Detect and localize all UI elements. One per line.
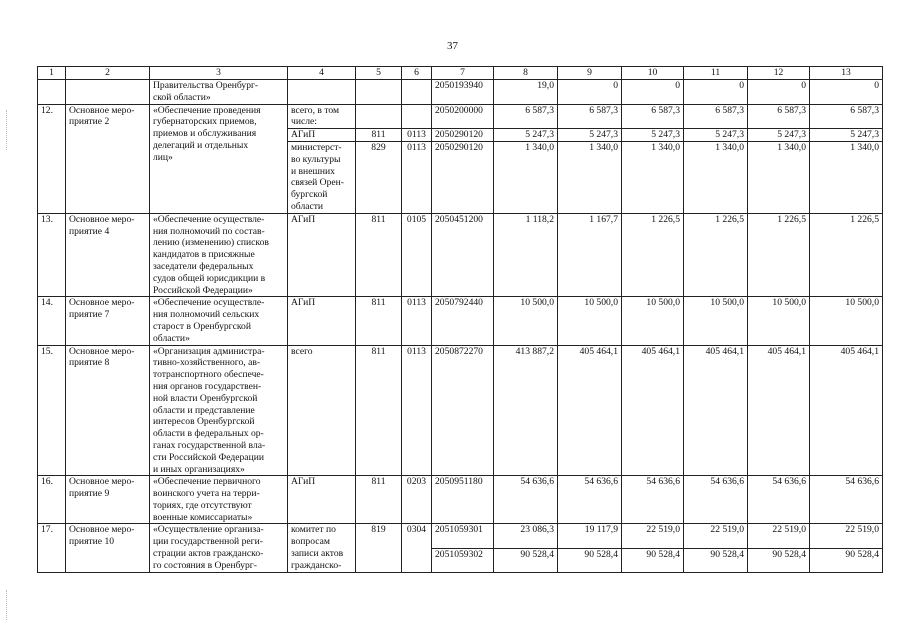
amount: 405 464,1 <box>558 345 622 476</box>
amount: 22 519,0 <box>748 524 810 548</box>
grbs-code <box>356 104 402 129</box>
amount: 6 587,3 <box>810 104 883 129</box>
amount: 54 636,6 <box>622 476 684 524</box>
column-number: 8 <box>494 67 558 80</box>
section-code: 0113 <box>402 297 432 345</box>
column-number: 10 <box>622 67 684 80</box>
amount: 6 587,3 <box>684 104 748 129</box>
section-code: 0113 <box>402 345 432 476</box>
amount: 1 226,5 <box>810 213 883 297</box>
measure-name: «Обеспечение осуществле- ния полномочий по состав- лению (изменению) списков кандидатов в присяжные заседатели федеральных судов общей юрисдикции в Российской Федерации» <box>150 213 288 297</box>
section-code: 0113 <box>402 129 432 142</box>
amount: 22 519,0 <box>622 524 684 548</box>
grbs-code: 819 <box>356 524 402 572</box>
row-number: 16. <box>38 476 66 524</box>
amount: 1 340,0 <box>494 141 558 213</box>
amount: 1 340,0 <box>748 141 810 213</box>
row-number <box>38 80 66 105</box>
amount: 90 528,4 <box>810 548 883 572</box>
executor: АГиП <box>288 213 356 297</box>
column-number: 1 <box>38 67 66 80</box>
row-number: 15. <box>38 345 66 476</box>
amount: 405 464,1 <box>684 345 748 476</box>
amount: 1 118,2 <box>494 213 558 297</box>
table-row <box>38 476 883 524</box>
amount: 0 <box>810 80 883 105</box>
amount: 0 <box>748 80 810 105</box>
amount: 10 500,0 <box>748 297 810 345</box>
target-article-code: 2050792440 <box>432 297 494 345</box>
executor: АГиП <box>288 476 356 524</box>
amount: 1 226,5 <box>748 213 810 297</box>
amount: 54 636,6 <box>494 476 558 524</box>
amount: 405 464,1 <box>810 345 883 476</box>
amount: 0 <box>622 80 684 105</box>
target-article-code: 2050872270 <box>432 345 494 476</box>
column-number: 13 <box>810 67 883 80</box>
amount: 5 247,3 <box>494 129 558 142</box>
measure-name: Правительства Оренбург- ской области» <box>150 80 288 105</box>
amount: 5 247,3 <box>810 129 883 142</box>
amount: 19 117,9 <box>558 524 622 548</box>
measure-name: «Обеспечение первичного воинского учета на терри- ториях, где отсутствуют военные комиссариаты» <box>150 476 288 524</box>
column-number: 7 <box>432 67 494 80</box>
amount: 54 636,6 <box>748 476 810 524</box>
measure-name: «Обеспечение осуществле- ния полномочий сельских старост в Оренбургской области» <box>150 297 288 345</box>
section-code: 0113 <box>402 141 432 213</box>
measure-name: «Осуществление организа- ции государственной реги- страции актов гражданско- го состояния в Оренбург- <box>150 524 288 572</box>
amount: 1 226,5 <box>684 213 748 297</box>
target-article-code: 2050200000 <box>432 104 494 129</box>
amount: 54 636,6 <box>684 476 748 524</box>
amount: 54 636,6 <box>810 476 883 524</box>
measure-type: Основное меро- приятие 7 <box>66 297 150 345</box>
scan-margin-mark <box>6 590 10 620</box>
amount: 23 086,3 <box>494 524 558 548</box>
measure-name: «Организация администра- тивно-хозяйственного, ав- тотранспортного обеспече- ния органов государствен- ной власти Оренбургской области и представление интересов Оренбургской области в федеральных ор- ганах государственной вла- сти Российской Федерации и иных организациях» <box>150 345 288 476</box>
row-number: 13. <box>38 213 66 297</box>
target-article-code: 2050451200 <box>432 213 494 297</box>
executor: комитет по вопросам записи актов гражданско- <box>288 524 356 572</box>
measure-name: «Обеспечение проведения губернаторских приемов, приемов и обслуживания делегаций и отдельных лиц» <box>150 104 288 213</box>
table-row <box>38 297 883 345</box>
grbs-code: 811 <box>356 297 402 345</box>
measure-type: Основное меро- приятие 10 <box>66 524 150 572</box>
column-number: 9 <box>558 67 622 80</box>
column-number: 6 <box>402 67 432 80</box>
row-number: 12. <box>38 104 66 213</box>
amount: 5 247,3 <box>684 129 748 142</box>
executor <box>288 80 356 105</box>
amount: 54 636,6 <box>558 476 622 524</box>
executor: всего, в том числе: <box>288 104 356 129</box>
amount: 1 340,0 <box>622 141 684 213</box>
measure-type: Основное меро- приятие 9 <box>66 476 150 524</box>
amount: 6 587,3 <box>494 104 558 129</box>
row-number: 14. <box>38 297 66 345</box>
column-number: 5 <box>356 67 402 80</box>
section-code <box>402 104 432 129</box>
amount: 22 519,0 <box>684 524 748 548</box>
table-row <box>38 345 883 476</box>
row-number: 17. <box>38 524 66 572</box>
executor: всего <box>288 345 356 476</box>
amount: 5 247,3 <box>622 129 684 142</box>
measure-type <box>66 80 150 105</box>
amount: 1 167,7 <box>558 213 622 297</box>
executor: министерст- во культуры и внешних связей Орен- бургской области <box>288 141 356 213</box>
column-number-row <box>38 67 883 80</box>
column-number: 12 <box>748 67 810 80</box>
measure-type: Основное меро- приятие 4 <box>66 213 150 297</box>
amount: 6 587,3 <box>558 104 622 129</box>
column-number: 4 <box>288 67 356 80</box>
grbs-code <box>356 80 402 105</box>
amount: 10 500,0 <box>622 297 684 345</box>
amount: 19,0 <box>494 80 558 105</box>
amount: 1 340,0 <box>684 141 748 213</box>
target-article-code: 2050290120 <box>432 141 494 213</box>
amount: 5 247,3 <box>558 129 622 142</box>
section-code: 0105 <box>402 213 432 297</box>
amount: 405 464,1 <box>748 345 810 476</box>
grbs-code: 811 <box>356 345 402 476</box>
column-number: 11 <box>684 67 748 80</box>
amount: 90 528,4 <box>558 548 622 572</box>
executor: АГиП <box>288 297 356 345</box>
amount: 1 340,0 <box>810 141 883 213</box>
column-number: 2 <box>66 67 150 80</box>
target-article-code: 2050290120 <box>432 129 494 142</box>
section-code: 0203 <box>402 476 432 524</box>
amount: 10 500,0 <box>810 297 883 345</box>
amount: 10 500,0 <box>684 297 748 345</box>
target-article-code: 2051059301 <box>432 524 494 548</box>
amount: 0 <box>684 80 748 105</box>
page-number: 37 <box>447 40 458 52</box>
target-article-code: 2051059302 <box>432 548 494 572</box>
amount: 1 340,0 <box>558 141 622 213</box>
amount: 90 528,4 <box>684 548 748 572</box>
section-code <box>402 80 432 105</box>
measure-type: Основное меро- приятие 2 <box>66 104 150 213</box>
table-row <box>38 104 883 129</box>
scan-margin-mark <box>6 110 10 150</box>
table-row <box>38 213 883 297</box>
amount: 0 <box>558 80 622 105</box>
amount: 90 528,4 <box>748 548 810 572</box>
table-row <box>38 80 883 105</box>
budget-table <box>37 66 883 573</box>
column-number: 3 <box>150 67 288 80</box>
section-code: 0304 <box>402 524 432 572</box>
target-article-code: 2050193940 <box>432 80 494 105</box>
amount: 6 587,3 <box>748 104 810 129</box>
table-row <box>38 524 883 548</box>
amount: 405 464,1 <box>622 345 684 476</box>
executor: АГиП <box>288 129 356 142</box>
grbs-code: 811 <box>356 129 402 142</box>
amount: 10 500,0 <box>494 297 558 345</box>
amount: 1 226,5 <box>622 213 684 297</box>
amount: 6 587,3 <box>622 104 684 129</box>
amount: 10 500,0 <box>558 297 622 345</box>
measure-type: Основное меро- приятие 8 <box>66 345 150 476</box>
grbs-code: 811 <box>356 213 402 297</box>
amount: 90 528,4 <box>494 548 558 572</box>
grbs-code: 811 <box>356 476 402 524</box>
target-article-code: 2050951180 <box>432 476 494 524</box>
amount: 90 528,4 <box>622 548 684 572</box>
amount: 413 887,2 <box>494 345 558 476</box>
amount: 22 519,0 <box>810 524 883 548</box>
amount: 5 247,3 <box>748 129 810 142</box>
grbs-code: 829 <box>356 141 402 213</box>
